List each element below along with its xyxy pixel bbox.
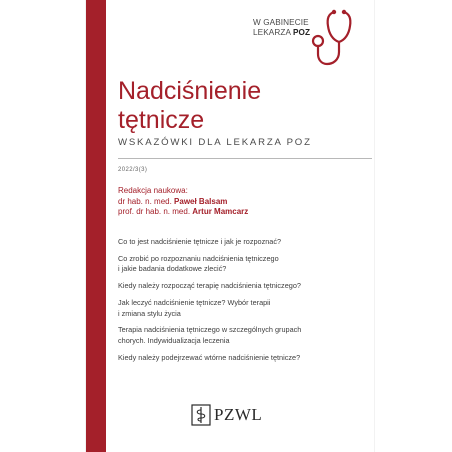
contents-item-line: chorych. Indywidualizacja leczenia <box>118 335 230 345</box>
editor-1-title: dr hab. n. med. <box>118 196 175 206</box>
contents-item <box>118 353 358 363</box>
editor-1 <box>118 197 248 208</box>
publisher-logo <box>191 404 262 426</box>
editors-block <box>118 186 248 218</box>
contents-item-line: Jak leczyć nadciśnienie tętnicze? Wybór terapii <box>118 298 271 308</box>
contents-list <box>118 237 358 370</box>
editor-2 <box>118 207 248 218</box>
cover-red-stripe <box>86 0 106 452</box>
contents-item <box>118 254 358 275</box>
editor-2-name: Artur Mamcarz <box>192 207 249 217</box>
book-subtitle: WSKAZÓWKI DLA LEKARZA POZ <box>118 137 312 148</box>
contents-item-line: i zmiana stylu życia <box>118 308 181 318</box>
contents-item-line: Kiedy należy rozpocząć terapię nadciśnienia tętniczego? <box>118 281 301 291</box>
publisher-name: PZWL <box>214 405 263 424</box>
contents-item <box>118 281 358 291</box>
book-title-line-2: tętnicze <box>118 106 205 134</box>
divider-line <box>118 158 372 159</box>
stethoscope-icon <box>300 8 362 70</box>
book-title <box>118 77 261 135</box>
contents-item-line: Kiedy należy podejrzewać wtórne nadciśnienie tętnicze? <box>118 352 301 362</box>
series-line-2-prefix: LEKARZA <box>253 28 293 37</box>
series-line-2-bold: POZ <box>292 28 311 37</box>
book-title-line-1: Nadciśnienie <box>118 77 262 105</box>
contents-item-line: Co zrobić po rozpoznaniu nadciśnienia tętniczego <box>118 253 279 263</box>
contents-item-line: i jakie badania dodatkowe zlecić? <box>118 264 227 274</box>
pzwl-logo-mark <box>191 404 211 426</box>
editors-heading: Redakcja naukowa: <box>118 186 188 195</box>
contents-item-line: Terapia nadciśnienia tętniczego w szczególnych grupach <box>118 325 302 335</box>
editor-2-title: prof. dr hab. n. med. <box>118 207 193 217</box>
issue-number: 2022/3(3) <box>118 167 148 173</box>
contents-item-line: Co to jest nadciśnienie tętnicze i jak je rozpoznać? <box>118 237 282 246</box>
contents-item <box>118 325 358 346</box>
editor-1-name: Paweł Balsam <box>174 196 228 206</box>
series-line-1: W GABINECIE <box>253 18 309 27</box>
contents-item <box>118 298 358 319</box>
contents-item <box>118 237 358 247</box>
